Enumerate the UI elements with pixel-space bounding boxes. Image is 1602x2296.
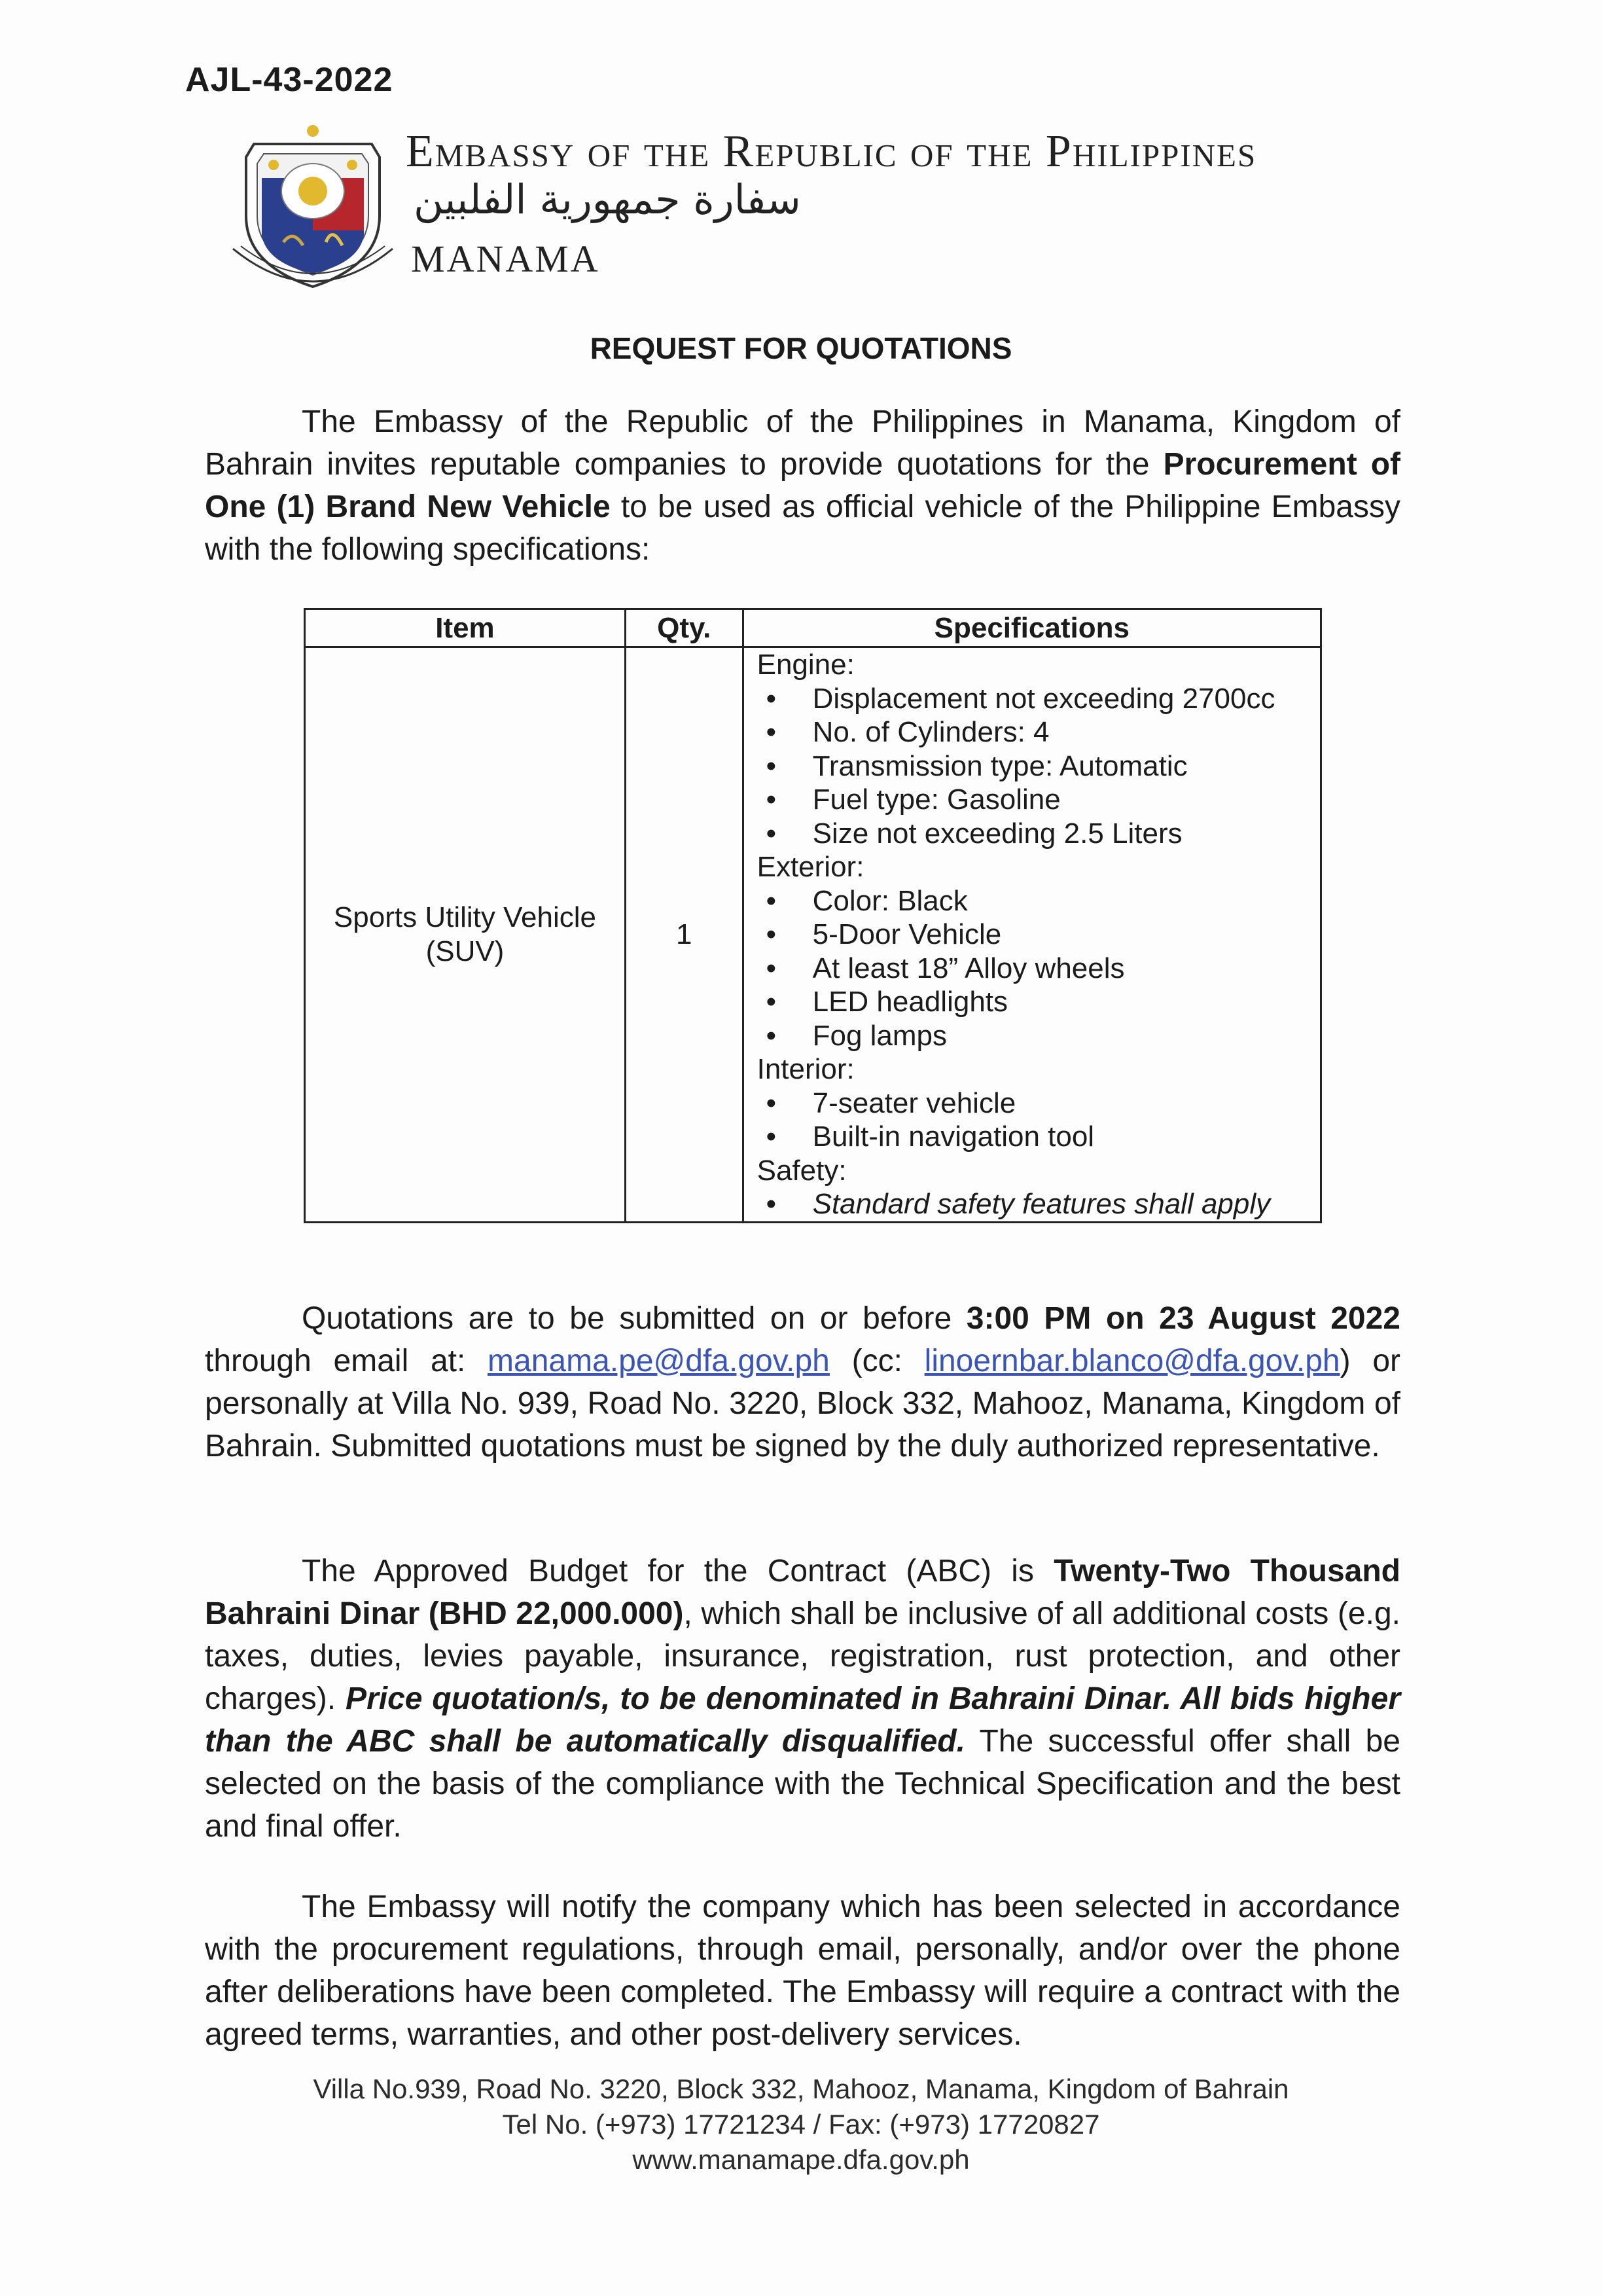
specifications-cell [743, 647, 1321, 1223]
footer [0, 2072, 1602, 2178]
submission-paragraph: Quotations are to be submitted on or before 3:00 PM on 23 August 2022 through email at: manama.pe@dfa.gov.ph (cc: linoernbar.blanco@dfa.gov.ph) or personally at Villa No. 939, Road No. 3220, Block 332, Mahooz, Manama, Kingdom of Bahrain. Submitted quotations must be signed by the duly authorized representative. [205, 1301, 1401, 1463]
notification-paragraph: The Embassy will notify the company which has been selected in accordance with the procurement regulations, through email, personally, and/or over the phone after deliberations have been completed. The Embassy will require a contract with the agreed terms, warranties, and other post-delivery services. [205, 1890, 1400, 2052]
list-item: • Color: Black [766, 884, 968, 917]
list-item: • Fog lamps [766, 1019, 948, 1052]
email-link-primary[interactable]: manama.pe@dfa.gov.ph [488, 1344, 830, 1378]
qty-cell: 1 [625, 647, 743, 1223]
header-specifications: Specifications [743, 609, 1321, 647]
footer-phone: Tel No. (+973) 17721234 / Fax: (+973) 17720827 [502, 2109, 1100, 2140]
table-row [305, 647, 1321, 1223]
list-item: • LED headlights [766, 986, 1008, 1018]
spec-section-label: Interior: [756, 1053, 855, 1085]
spec-section-label: Exterior: [756, 851, 864, 883]
footer-website: www.manamape.dfa.gov.ph [632, 2144, 970, 2175]
list-item: • Size not exceeding 2.5 Liters [766, 817, 1183, 850]
list-item: • Built-in navigation tool [766, 1121, 1095, 1153]
list-item: • Transmission type: Automatic [766, 749, 1188, 782]
document-title: REQUEST FOR QUOTATIONS [590, 331, 1012, 365]
embassy-title-arabic: سفارة جمهورية الفلبين [414, 175, 801, 223]
spec-section-label: Engine: [756, 649, 855, 681]
email-link-cc[interactable]: linoernbar.blanco@dfa.gov.ph [924, 1344, 1340, 1378]
philippine-seal-icon [228, 118, 398, 293]
list-item: • 7-seater vehicle [766, 1086, 1016, 1119]
spec-section-label: Safety: [756, 1154, 847, 1187]
list-item: • Displacement not exceeding 2700cc [766, 682, 1275, 715]
list-item: • No. of Cylinders: 4 [766, 716, 1050, 748]
item-cell: Sports Utility Vehicle (SUV) [305, 647, 626, 1223]
list-item: • 5-Door Vehicle [766, 918, 1002, 950]
embassy-title: Embassy of the Republic of the Philippines [406, 126, 1257, 177]
intro-paragraph: The Embassy of the Republic of the Philippines in Manama, Kingdom of Bahrain invites reputable companies to provide quotations for the Procurement of One (1) Brand New Vehicle to be used as official vehicle of the Philippine Embassy with the following specifications: [205, 404, 1400, 567]
header-item: Item [305, 609, 626, 647]
footer-address: Villa No.939, Road No. 3220, Block 332, Mahooz, Manama, Kingdom of Bahrain [313, 2073, 1289, 2104]
list-item: • At least 18” Alloy wheels [766, 952, 1125, 984]
table-header-row [305, 609, 1321, 647]
header-qty: Qty. [625, 609, 743, 647]
reference-number: AJL-43-2022 [185, 61, 393, 99]
embassy-city: MANAMA [411, 238, 600, 280]
budget-paragraph: The Approved Budget for the Contract (ABC) is Twenty-Two Thousand Bahraini Dinar (BHD 22,000.000), which shall be inclusive of all additional costs (e.g. taxes, duties, levies payable, insurance, registration, rust protection, and other charges). Price quotation/s, to be denominated in Bahraini Dinar. All bids higher than the ABC shall be automatically disqualified. The successful offer shall be selected on the basis of the compliance with the Technical Specification and the best and final offer. [205, 1554, 1400, 1844]
list-item: • Fuel type: Gasoline [766, 783, 1061, 816]
specifications-table [304, 608, 1322, 1223]
list-item: • Standard safety features shall apply [766, 1188, 1271, 1220]
